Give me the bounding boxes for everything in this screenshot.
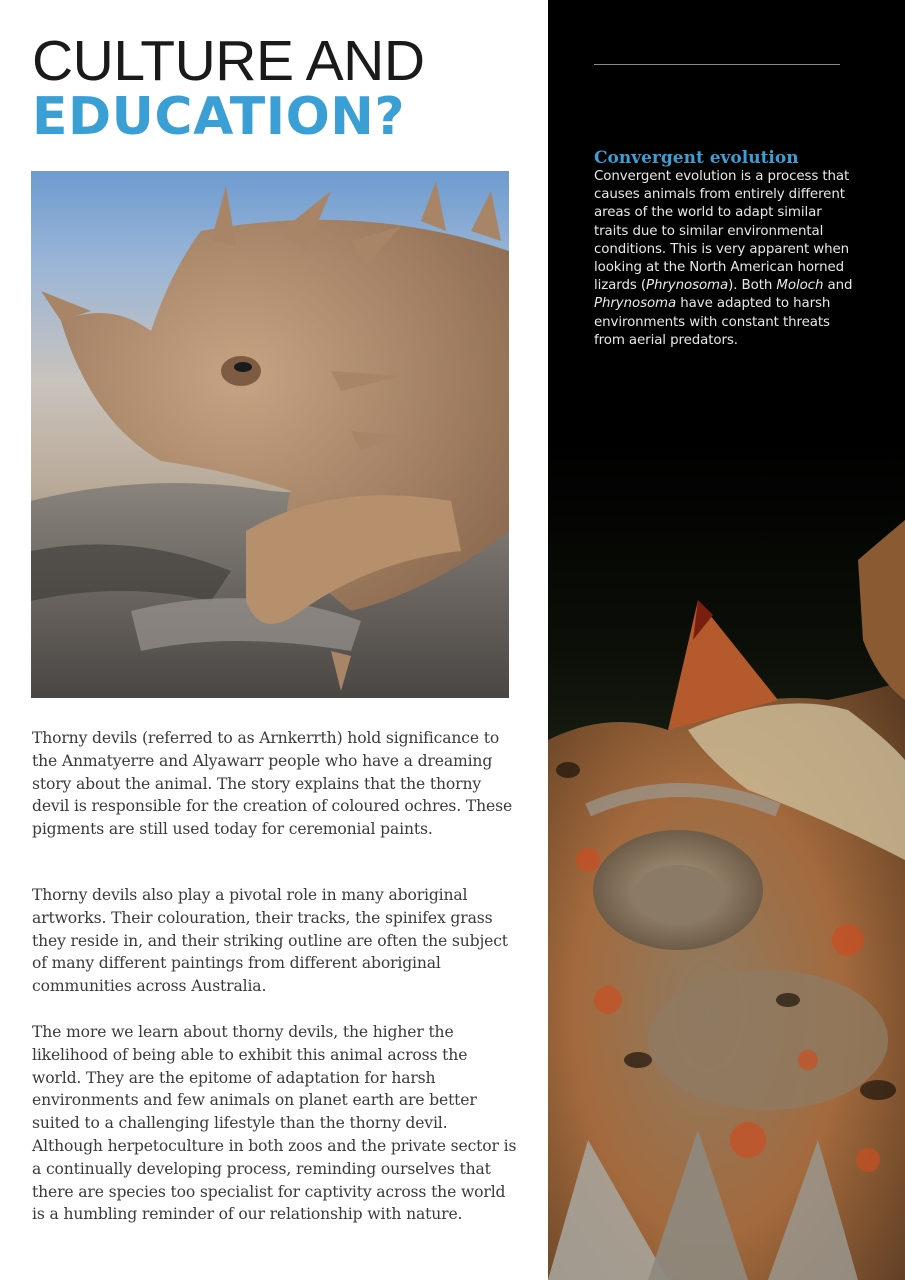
thorny-devil-illustration	[31, 171, 509, 698]
sidebar-text-part: Convergent evolution is a process that causes animals from entirely different areas of the world to adapt similar traits due to similar environmental conditions. This is very apparent when looking at the North American horned lizards (	[594, 169, 850, 294]
sidebar-text-part: and	[823, 278, 853, 294]
thorny-devil-macro-photo	[548, 440, 905, 1280]
body-paragraph-1: Thorny devils (referred to as Arnkerrth) hold significance to the Anmatyerre and Alyawarr people who have a dreaming story about the animal. The story explains that the thorny devil is responsible for the creation of coloured ochres. These pigments are still used today for ceremonial paints.	[32, 729, 513, 839]
species-name-phrynosoma: Phrynosoma	[594, 296, 677, 312]
page-title-line2: EDUCATION?	[32, 87, 405, 147]
body-paragraph-2: Thorny devils also play a pivotal role in many aboriginal artworks. Their colouration, their tracks, the spinifex grass they reside in, and their striking outline are often the subject of many different paintings from different aboriginal communities across Australia.	[32, 886, 508, 996]
page-title-line1: CULTURE AND	[32, 29, 425, 93]
sidebar-text	[594, 168, 856, 350]
species-name-moloch: Moloch	[776, 278, 824, 294]
right-sidebar	[548, 0, 905, 1280]
sidebar-text-part: have adapted to harsh environments with constant threats from aerial predators.	[594, 296, 831, 348]
sidebar-text-part: ). Both	[728, 278, 777, 294]
thorny-devil-photo	[31, 171, 509, 698]
body-paragraph-3: The more we learn about thorny devils, the higher the likelihood of being able to exhibit this animal across the world. They are the epitome of adaptation for harsh environments and few animals on planet earth are better suited to a challenging lifestyle than the thorny devil. Although herpetoculture in both zoos and the private sector is a continually developing process, reminding ourselves that there are species too specialist for captivity across the world is a humbling reminder of our relationship with nature.	[32, 1023, 517, 1224]
thorny-devil-macro-illustration	[548, 440, 905, 1280]
divider-rule	[594, 64, 840, 65]
species-name-phrynosoma: Phrynosoma	[646, 278, 729, 294]
sidebar-heading: Convergent evolution	[594, 148, 799, 168]
